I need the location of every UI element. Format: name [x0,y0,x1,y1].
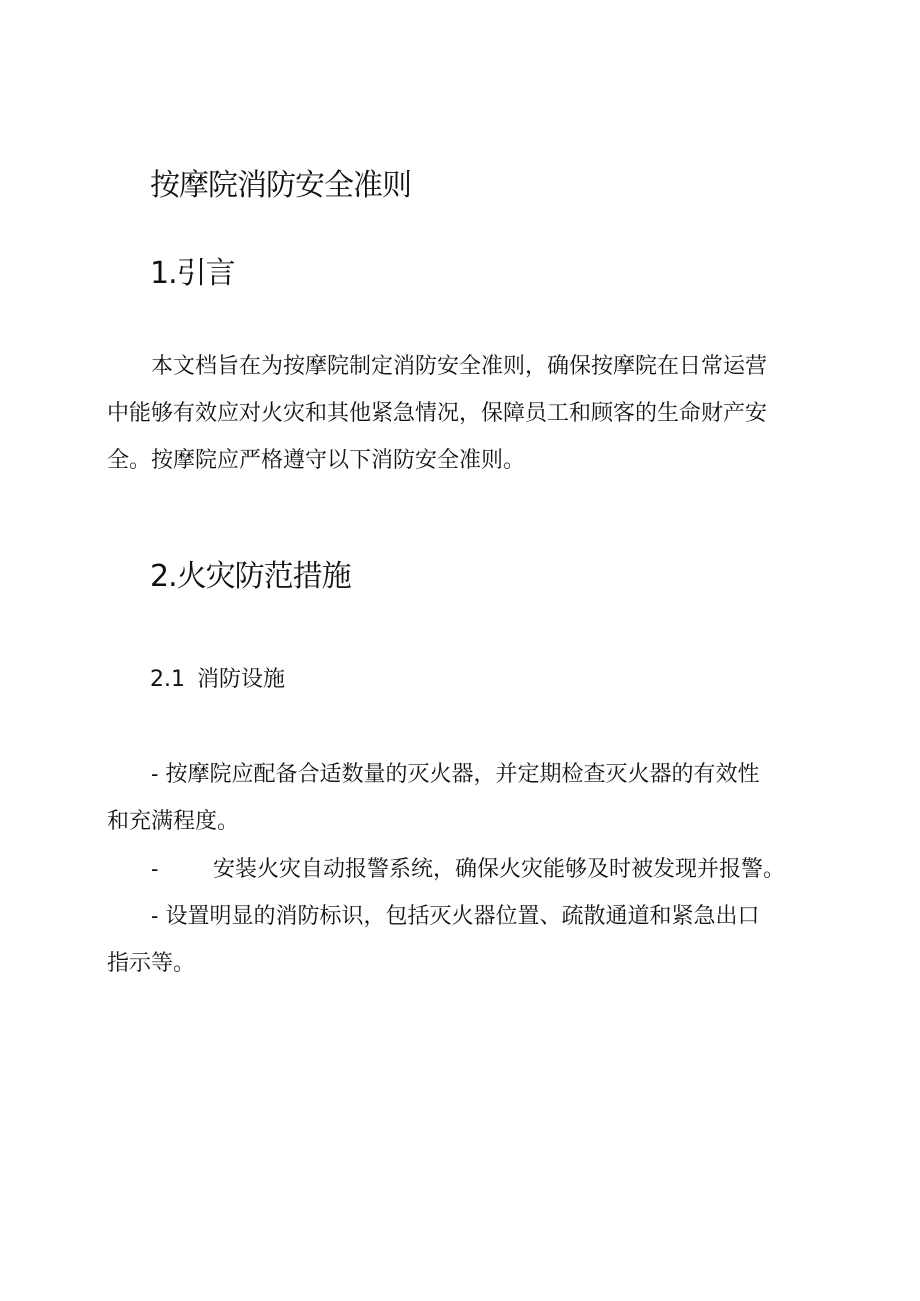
introduction-paragraph [107,343,807,484]
bullet-item [107,893,817,987]
bullet-item [107,751,817,845]
bullet-line [107,751,817,798]
document-title: 按摩院消防安全准则 [150,168,411,203]
subsection-heading [150,662,285,698]
bullet-text: 按摩院应配备合适数量的灭火器，并定期检查灭火器的有效性 [165,762,760,787]
section-heading-introduction: 1.引言 [150,256,235,291]
subsection-number: 2.1 [150,667,185,692]
bullet-dash: - [151,857,159,882]
subsection-title: 消防设施 [197,667,286,692]
paragraph-line: 中能够有效应对火灾和其他紧急情况，保障员工和顾客的生命财产安 [107,401,768,426]
paragraph-line: 全。按摩院应严格遵守以下消防安全准则。 [107,448,526,473]
bullet-line [107,846,817,893]
bullet-dash: - [151,762,159,787]
bullet-item [107,846,817,893]
paragraph-line: 本文档旨在为按摩院制定消防安全准则，确保按摩院在日常运营 [151,354,768,379]
bullet-dash: - [151,904,159,929]
section-heading-fire-prevention: 2.火灾防范措施 [150,559,351,594]
bullet-line: 和充满程度。 [107,809,240,834]
bullet-text: 设置明显的消防标识，包括灭火器位置、疏散通道和紧急出口 [165,904,760,929]
bullet-text: 安装火灾自动报警系统，确保火灾能够及时被发现并报警。 [213,857,786,882]
bullet-line [107,893,817,940]
bullet-line: 指示等。 [107,951,196,976]
